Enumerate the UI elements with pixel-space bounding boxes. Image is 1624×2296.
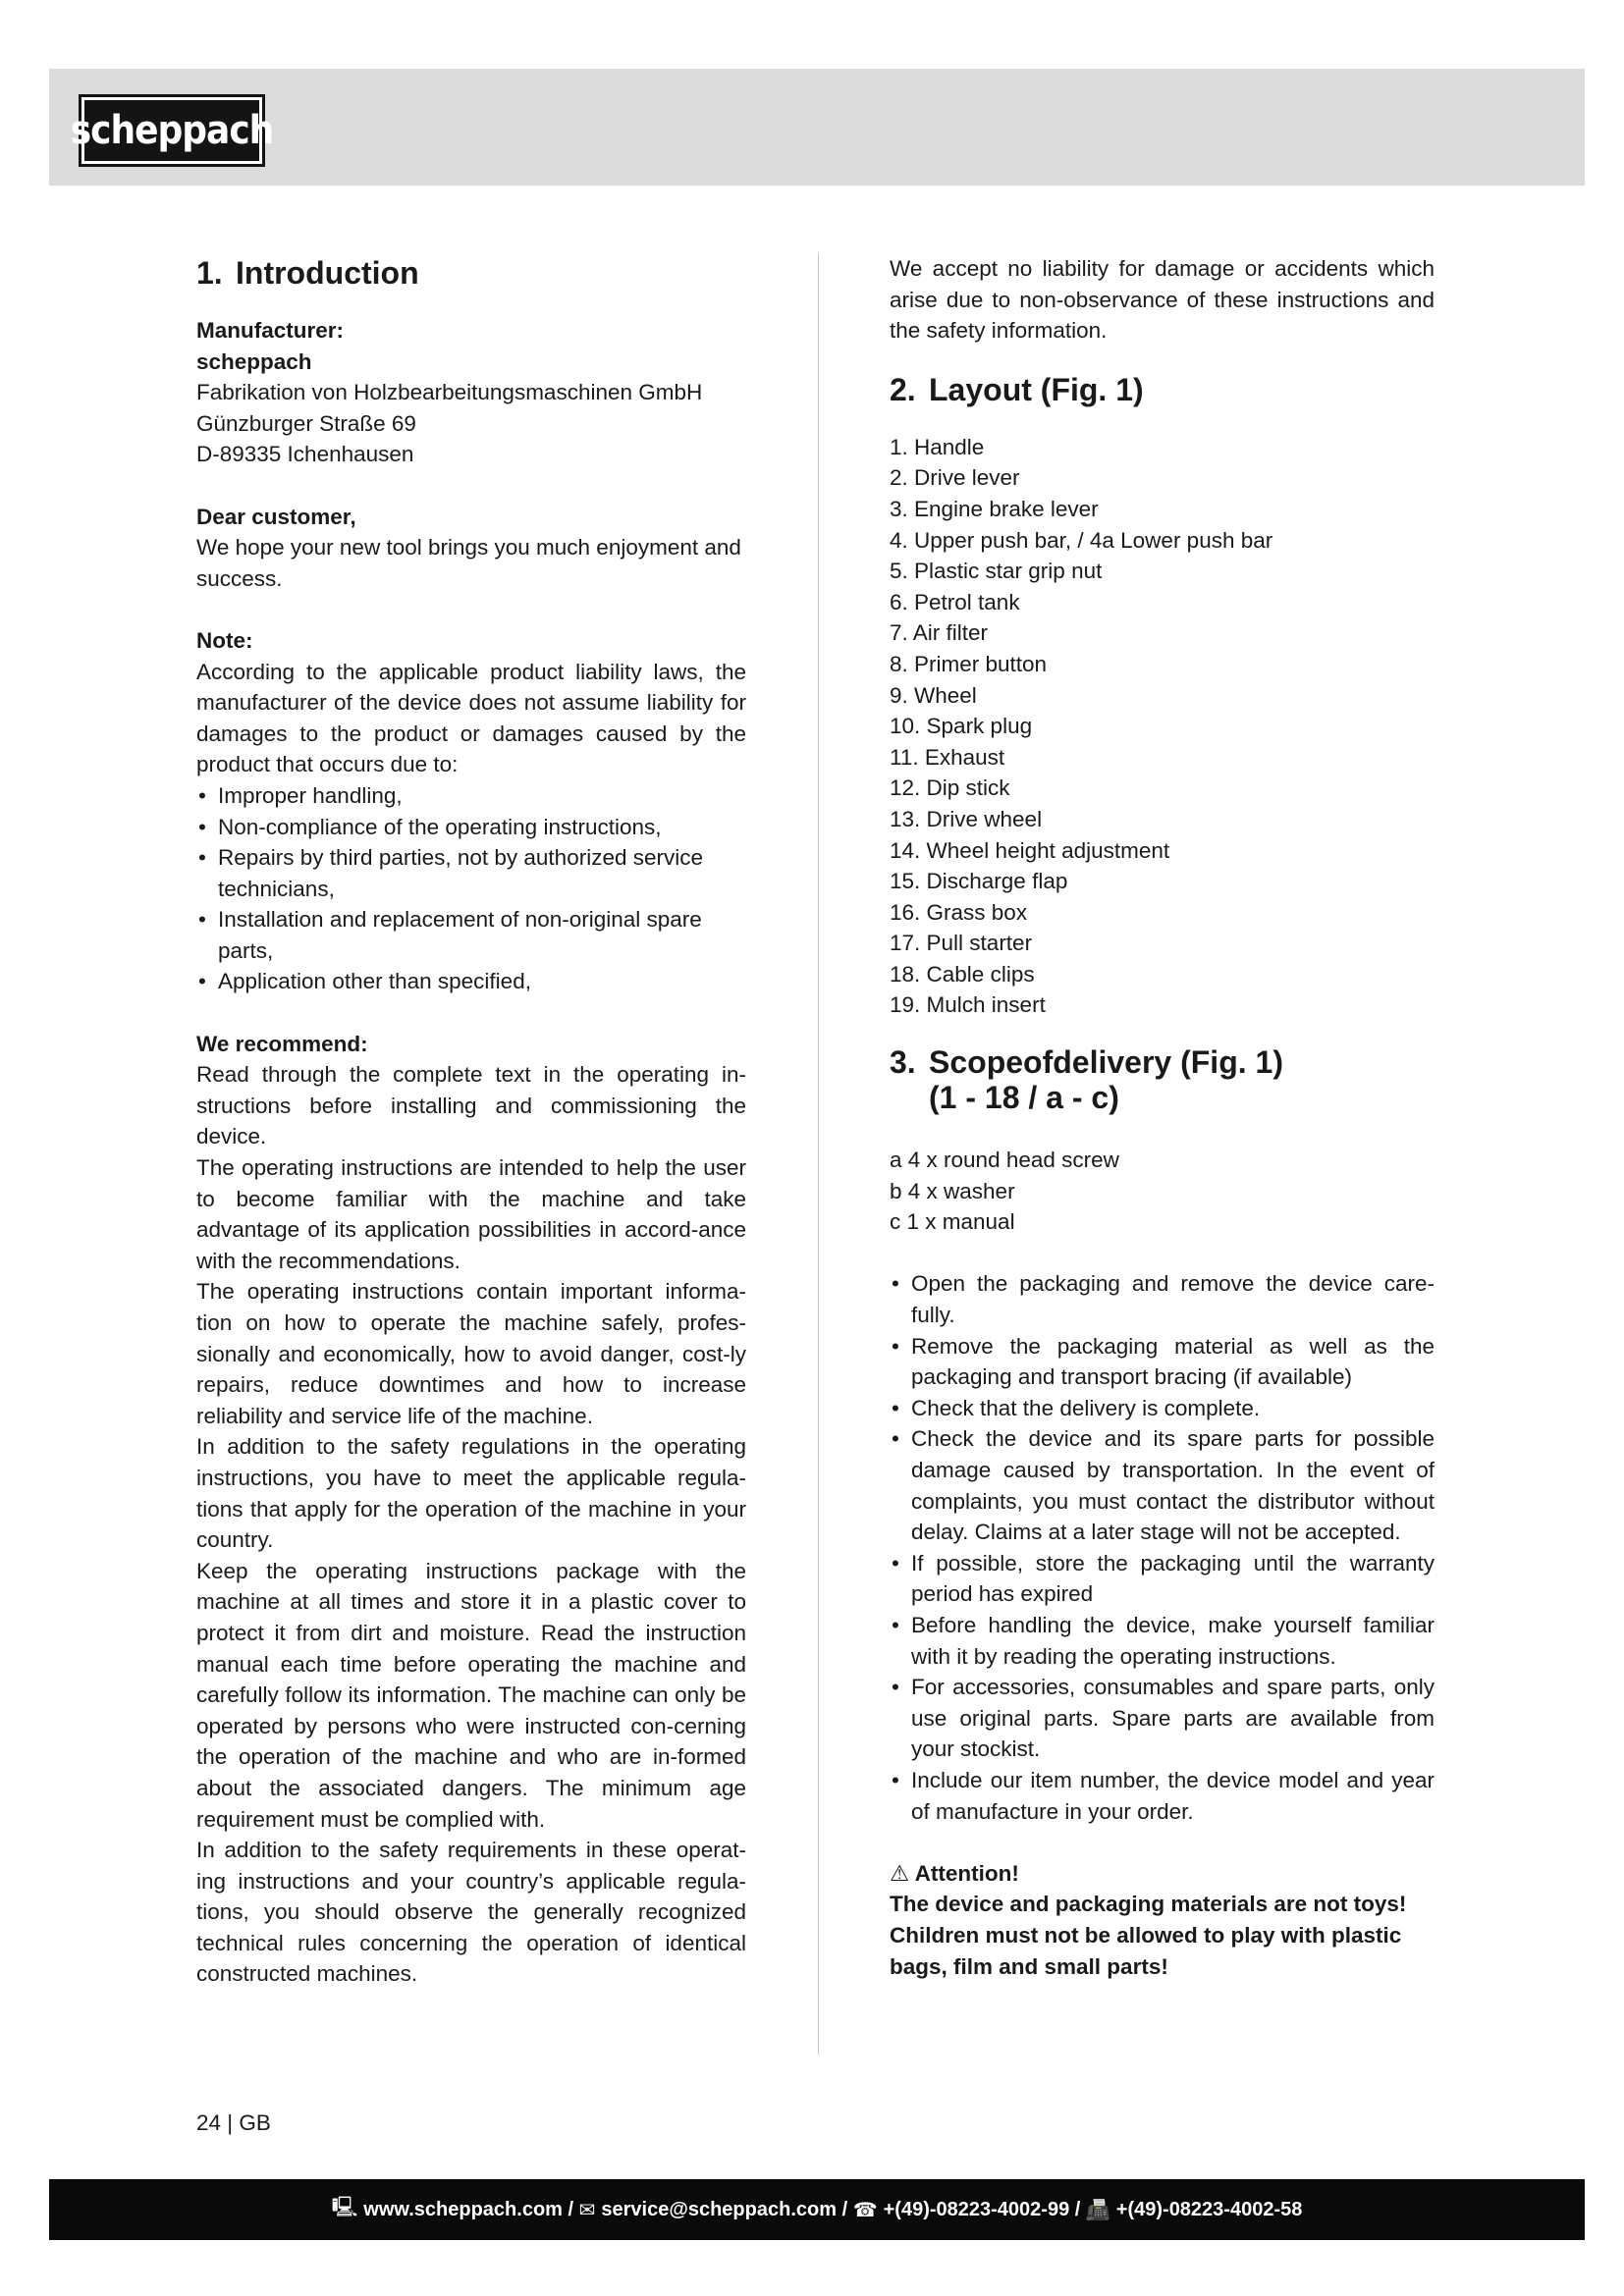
list-item: 16. Grass box: [890, 899, 1028, 925]
list-item: 7. Air filter: [890, 620, 989, 646]
list-item: 3. Engine brake lever: [890, 496, 1099, 521]
recommend-label: We recommend:: [196, 1031, 368, 1056]
right-column: [890, 253, 1435, 1982]
header-band: [49, 69, 1585, 186]
list-item: • Application other than specified,: [196, 966, 746, 997]
recommend-paragraph: The operating instructions are intended to help the user to become familiar with the machine and take advantage of its application possibilities in accord-ance with the recommendations.: [196, 1155, 746, 1273]
list-item: 17. Pull starter: [890, 931, 1033, 956]
introduction-heading: 1. Introduction: [196, 255, 419, 291]
dear-customer-label: Dear customer,: [196, 504, 356, 529]
address-line: D-89335 Ichenhausen: [196, 442, 414, 467]
left-column: [196, 253, 746, 1990]
list-item: 13. Drive wheel: [890, 806, 1043, 831]
list-item: 6. Petrol tank: [890, 589, 1020, 614]
address-line: Fabrikation von Holzbearbeitungsmaschinen GmbH: [196, 380, 703, 405]
scope-item: c 1 x manual: [890, 1209, 1015, 1235]
email-icon: ✉: [578, 2199, 596, 2221]
list-item: 2. Drive lever: [890, 465, 1020, 491]
list-item: • Repairs by third parties, not by authorized service technicians,: [196, 842, 746, 904]
list-item: • For accessories, consumables and spare parts, only use original parts. Spare parts are available from your stockist.: [890, 1672, 1435, 1765]
layout-heading: 2. Layout (Fig. 1): [890, 371, 1144, 407]
list-item: 18. Cable clips: [890, 961, 1035, 987]
list-item: • Check the device and its spare parts for possible damage caused by transportation. In the event of complaints, you must contact the distributor without delay. Claims at a later stage will not be accepted.: [890, 1423, 1435, 1547]
list-item: 19. Mulch insert: [890, 992, 1046, 1018]
footer-contact-bar: 🖳 www.scheppach.com / ✉ service@scheppach.com / ☎ +(49)-08223-4002-99 / 📠 +(49)-08223-4002-58: [49, 2179, 1585, 2240]
list-item: 4. Upper push bar, / 4a Lower push bar: [890, 527, 1273, 553]
list-item: • Check that the delivery is complete.: [890, 1393, 1435, 1424]
page-number: 24 | GB: [196, 2110, 271, 2135]
list-item: • Non-compliance of the operating instructions,: [196, 812, 746, 843]
monitor-icon: 🖳: [331, 2197, 358, 2218]
list-item: • Open the packaging and remove the device care-fully.: [890, 1268, 1435, 1330]
warning-icon: ⚠: [890, 1860, 910, 1886]
list-item: • Remove the packaging material as well as the packaging and transport bracing (if available): [890, 1331, 1435, 1393]
attention-text: The device and packaging materials are not toys! Children must not be allowed to play with plastic bags, film and small parts!: [890, 1892, 1407, 1979]
recommend-paragraph: In addition to the safety requirements in these operat-ing instructions and your country’s applicable regula-tions, you should observe the generally recognized technical rules concerning the operation of identical constructed machines.: [196, 1838, 746, 1987]
list-item: 8. Primer button: [890, 651, 1048, 676]
attention-heading: ⚠ Attention!: [890, 1860, 1019, 1886]
recommend-paragraph: In addition to the safety regulations in the operating instructions, you have to meet the applicable regula-tions that apply for the operation of the machine in your country.: [196, 1434, 746, 1553]
list-item: 15. Discharge flap: [890, 869, 1068, 894]
list-item: 5. Plastic star grip nut: [890, 559, 1103, 584]
list-item: • Installation and replacement of non-original spare parts,: [196, 904, 746, 966]
note-text: According to the applicable product liability laws, the manufacturer of the device does not assume liability for damages to the product or damages caused by the product that occurs due to:: [196, 659, 746, 777]
list-item: 1. Handle: [890, 434, 985, 459]
manufacturer-label: Manufacturer:: [196, 318, 345, 343]
scope-item: a 4 x round head screw: [890, 1148, 1119, 1173]
list-item: • If possible, store the packaging until the warranty period has expired: [890, 1548, 1435, 1610]
scope-item: b 4 x washer: [890, 1178, 1015, 1203]
address-line: Günzburger Straße 69: [196, 410, 416, 436]
list-item: 10. Spark plug: [890, 714, 1033, 739]
column-divider: [818, 253, 819, 2055]
manufacturer-name: scheppach: [196, 348, 312, 374]
dear-customer-text: We hope your new tool brings you much enjoyment and success.: [196, 535, 741, 591]
phone-number: +(49)-08223-4002-99: [883, 2198, 1070, 2220]
list-item: • Improper handling,: [196, 780, 746, 812]
note-label: Note:: [196, 627, 253, 653]
list-item: • Include our item number, the device model and year of manufacture in your order.: [890, 1765, 1435, 1827]
email-link[interactable]: service@scheppach.com: [601, 2198, 838, 2220]
recommend-paragraph: Read through the complete text in the operating in-structions before installing and commissioning the device.: [196, 1062, 746, 1149]
liability-text: We accept no liability for damage or accidents which arise due to non-observance of these instructions and the safety information.: [890, 256, 1435, 344]
list-item: • Before handling the device, make yourself familiar with it by reading the operating instructions.: [890, 1610, 1435, 1672]
brand-logo: scheppach: [79, 94, 265, 167]
list-item: 14. Wheel height adjustment: [890, 837, 1170, 863]
fax-number: +(49)-08223-4002-58: [1115, 2198, 1303, 2220]
layout-parts-list: [890, 432, 1435, 1021]
list-item: 9. Wheel: [890, 682, 977, 708]
phone-icon: ☎: [852, 2199, 878, 2221]
recommend-paragraph: Keep the operating instructions package with the machine at all times and store it in a plastic cover to protect it from dirt and moisture. Read the instruction manual each time before operating the machine and carefully follow its information. The machine can only be operated by persons who were instructed con-cerning the operation of the machine and who are in-formed about the associated dangers. The minimum age requirement must be complied with.: [196, 1558, 746, 1832]
recommend-paragraph: The operating instructions contain important informa-tion on how to operate the machine safely, profes-sionally and economically, how to avoid danger, cost-ly repairs, reduce downtimes and how to increase reliability and service life of the machine.: [196, 1279, 746, 1428]
note-bullet-list: [196, 780, 746, 997]
list-item: 12. Dip stick: [890, 775, 1010, 801]
website-link[interactable]: www.scheppach.com: [363, 2198, 563, 2220]
fax-icon: 📠: [1085, 2199, 1110, 2221]
scope-of-delivery-heading: 3. Scopeofdelivery (Fig. 1) (1 - 18 / a - c): [890, 1044, 1283, 1116]
list-item: 11. Exhaust: [890, 744, 1005, 770]
scope-bullet-list: [890, 1268, 1435, 1827]
